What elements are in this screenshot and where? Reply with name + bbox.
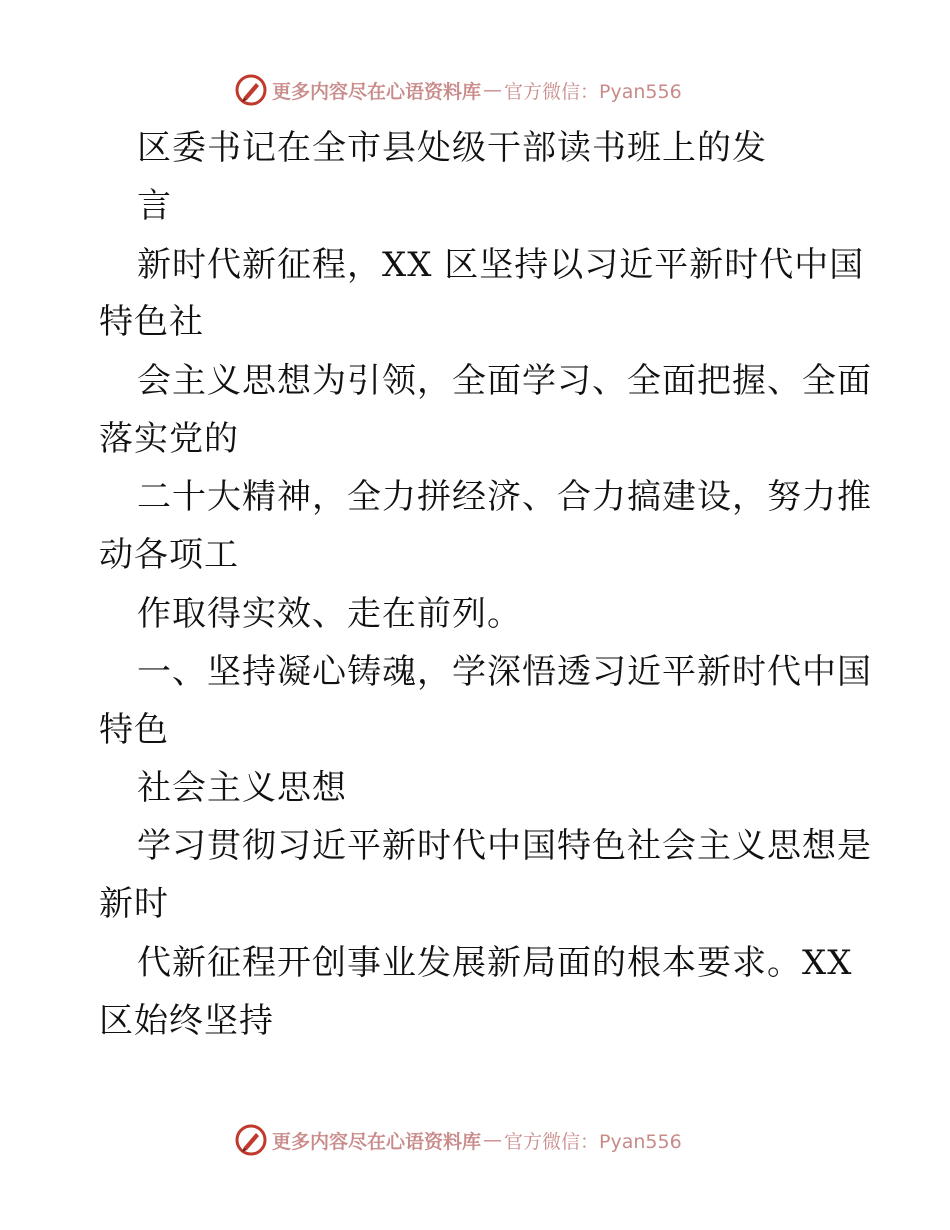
paragraph-line: 会主义思想为引领，全面学习、全面把握、全面 — [137, 361, 872, 401]
pen-logo-icon — [234, 1123, 268, 1157]
footer-watermark — [234, 1123, 682, 1157]
section-heading-line: 特色 — [99, 710, 169, 750]
watermark-main-text: 更多内容尽在心语资料库 — [272, 80, 482, 103]
header-watermark — [234, 73, 682, 107]
paragraph-line: 代新征程开创事业发展新局面的根本要求。XX — [137, 943, 853, 983]
paragraph-line: 学习贯彻习近平新时代中国特色社会主义思想是 — [137, 826, 872, 866]
section-heading-line: 社会主义思想 — [137, 768, 347, 808]
paragraph-line: 二十大精神，全力拼经济、合力搞建设，努力推 — [137, 477, 872, 517]
paragraph-line: 新时代新征程，XX 区坚持以习近平新时代中国 — [137, 245, 865, 285]
watermark-contact-text: 官方微信：Pyan556 — [504, 1130, 682, 1153]
paragraph-line: 新时 — [99, 884, 169, 924]
watermark-main-text: 更多内容尽在心语资料库 — [272, 1130, 482, 1153]
paragraph-line: 特色社 — [99, 302, 204, 342]
watermark-dash: — — [483, 1129, 503, 1151]
paragraph-line: 区始终坚持 — [99, 1001, 274, 1041]
paragraph-line: 落实党的 — [99, 419, 239, 459]
watermark-contact-text: 官方微信：Pyan556 — [504, 80, 682, 103]
watermark-dash: — — [483, 79, 503, 101]
title-line-1: 区委书记在全市县处级干部读书班上的发 — [137, 128, 767, 168]
title-line-2: 言 — [137, 186, 172, 226]
paragraph-line: 作取得实效、走在前列。 — [137, 594, 522, 634]
paragraph-line: 动各项工 — [99, 535, 239, 575]
section-heading-line: 一、坚持凝心铸魂，学深悟透习近平新时代中国 — [137, 652, 872, 692]
pen-logo-icon — [234, 73, 268, 107]
